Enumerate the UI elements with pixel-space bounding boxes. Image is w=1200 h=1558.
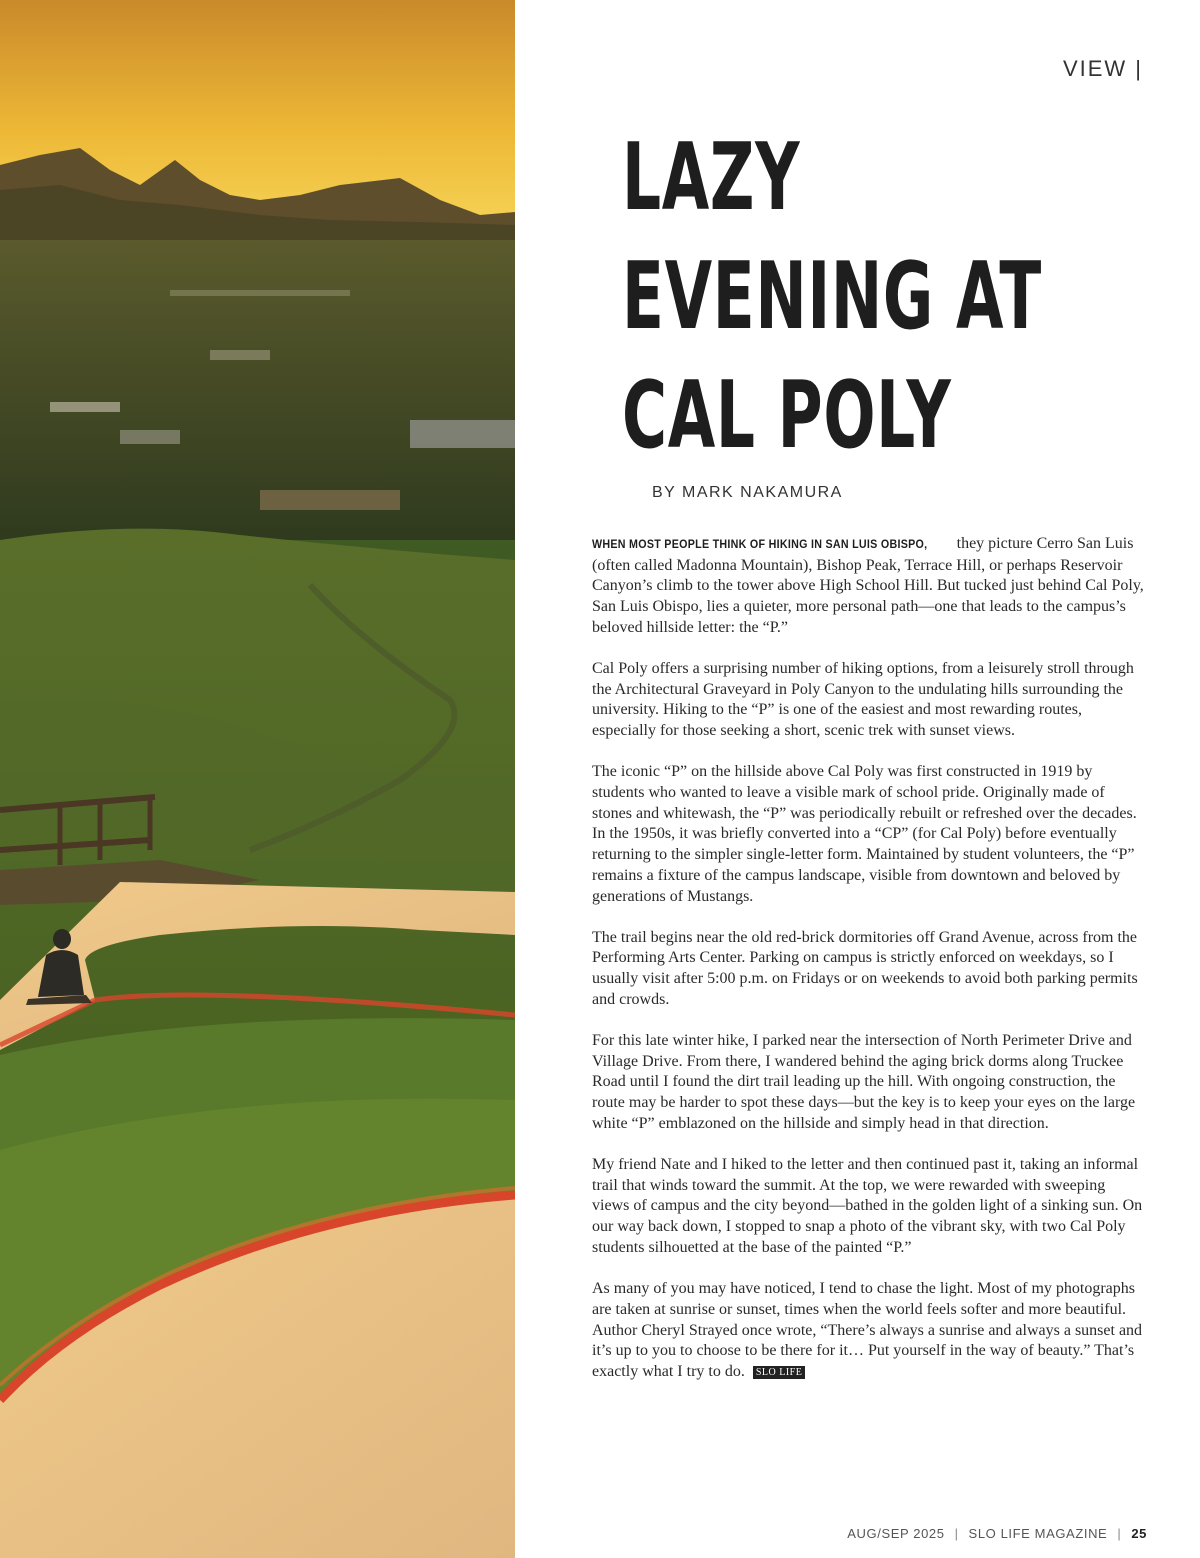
paragraph-3: The iconic “P” on the hillside above Cal Poly was first constructed in 1919 by students who wanted to leave a visible mark of school pride. Originally made of stones and whitewash, the “P” was periodically rebuilt or refreshed over the decades. In the 1950s, it was briefly converted into a “CP” (for Cal Poly) before eventually returning to the simpler single-letter form. Maintained by student volunteers, the “P” remains a fixture of the campus landscape, visible from downtown and beloved by generations of Mustangs. bbox=[592, 763, 1137, 905]
paragraph-6: My friend Nate and I hiked to the letter and then continued past it, taking an informal trail that winds toward the summit. At the top, we were rewarded with sweeping views of campus and the city beyond—bathed in the golden light of a sinking sun. On our way back down, I stopped to snap a photo of the vibrant sky, with two Cal Poly students silhouetted at the base of the painted “P.” bbox=[592, 1156, 1143, 1256]
headline-line-1: LAZY bbox=[622, 123, 801, 231]
byline: BY MARK NAKAMURA bbox=[652, 484, 843, 501]
paragraph-5: For this late winter hike, I parked near the intersection of North Perimeter Drive and Village Drive. From there, I wandered behind the aging brick dorms along Truckee Road until I found the dirt trail leading up the hill. With ongoing construction, the route may be harder to spot these days—but the key is to keep your eyes on the large white “P” emblazoned on the hillside and simply head in that direction. bbox=[592, 1032, 1136, 1132]
section-label: VIEW | bbox=[1062, 56, 1143, 81]
article-headline bbox=[622, 118, 1042, 475]
headline-line-2: EVENING AT bbox=[622, 242, 1042, 350]
footer-separator: | bbox=[954, 1526, 959, 1541]
page-footer bbox=[847, 1526, 1147, 1541]
footer-separator-2: | bbox=[1117, 1526, 1122, 1541]
footer-magazine: SLO LIFE MAGAZINE bbox=[968, 1526, 1108, 1541]
paragraph-1 bbox=[592, 534, 1144, 639]
paragraph-2: Cal Poly offers a surprising number of hiking options, from a leisurely stroll through the Architectural Graveyard in Poly Canyon to the undulating hills surrounding the university. Hiking to the “P” is one of the easiest and most rewarding routes, especially for those seeking a short, scenic trek with sunset views. bbox=[592, 660, 1134, 740]
footer-issue: AUG/SEP 2025 bbox=[847, 1526, 945, 1541]
paragraph-1-text: they picture Cerro San Luis (often called Madonna Mountain), Bishop Peak, Terrace Hill, or perhaps Reservoir Canyon’s climb to the tower above High School Hill. But tucked just behind Cal Poly, San Luis Obispo, lies a quieter, more personal path—one that leads to the campus’s beloved hillside letter: the “P.” bbox=[592, 535, 1144, 636]
page-number: 25 bbox=[1131, 1526, 1147, 1541]
headline-line-3: CAL POLY bbox=[622, 361, 952, 469]
paragraph-7-text: As many of you may have noticed, I tend to chase the light. Most of my photographs are taken at sunrise or sunset, times when the world feels softer and more beautiful. Author Cheryl Strayed once wrote, “There’s always a sunrise and always a sunset and it’s up to you to choose to be there for it… Put yourself in the way of beauty.” That’s exactly what I try to do. bbox=[592, 1280, 1143, 1380]
end-mark-logo: SLO LIFE bbox=[753, 1366, 806, 1379]
lead-in: WHEN MOST PEOPLE THINK OF HIKING IN SAN LUIS OBISPO, bbox=[592, 539, 928, 551]
article-body bbox=[592, 534, 1144, 1403]
paragraph-4: The trail begins near the old red-brick dormitories off Grand Avenue, across from the Performing Arts Center. Parking on campus is strictly enforced on weekdays, so I usually visit after 5:00 p.m. on Fridays or on weekends to avoid both parking permits and crowds. bbox=[592, 928, 1138, 1008]
sunset-hillside-illustration bbox=[0, 0, 515, 1558]
paragraph-7 bbox=[592, 1279, 1144, 1383]
person-silhouette bbox=[26, 925, 96, 1005]
hero-photo bbox=[0, 0, 515, 1558]
